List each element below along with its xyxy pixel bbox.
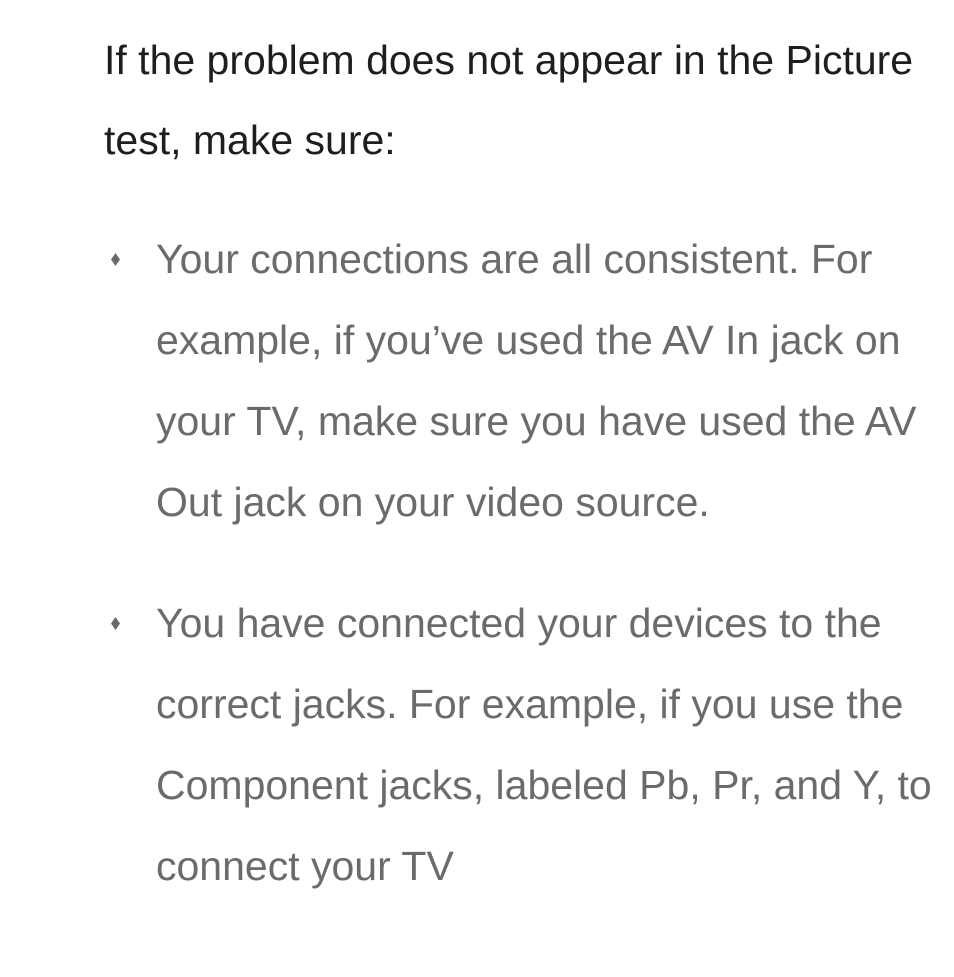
list-item	[104, 583, 944, 907]
list-item-text: You have connected your devices to the correct jacks. For example, if you use the Component jacks, labeled Pb, Pr, and Y, to connect your TV	[156, 600, 932, 889]
list-item-text: Your connections are all consistent. For example, if you’ve used the AV In jack on your TV, make sure you have used the AV Out jack on your video source.	[156, 236, 917, 525]
diamond-bullet-icon	[111, 617, 120, 630]
diamond-bullet-icon	[111, 253, 120, 266]
list-item	[104, 219, 944, 543]
intro-paragraph: If the problem does not appear in the Picture test, make sure:	[104, 37, 914, 163]
bullet-list	[104, 219, 944, 947]
